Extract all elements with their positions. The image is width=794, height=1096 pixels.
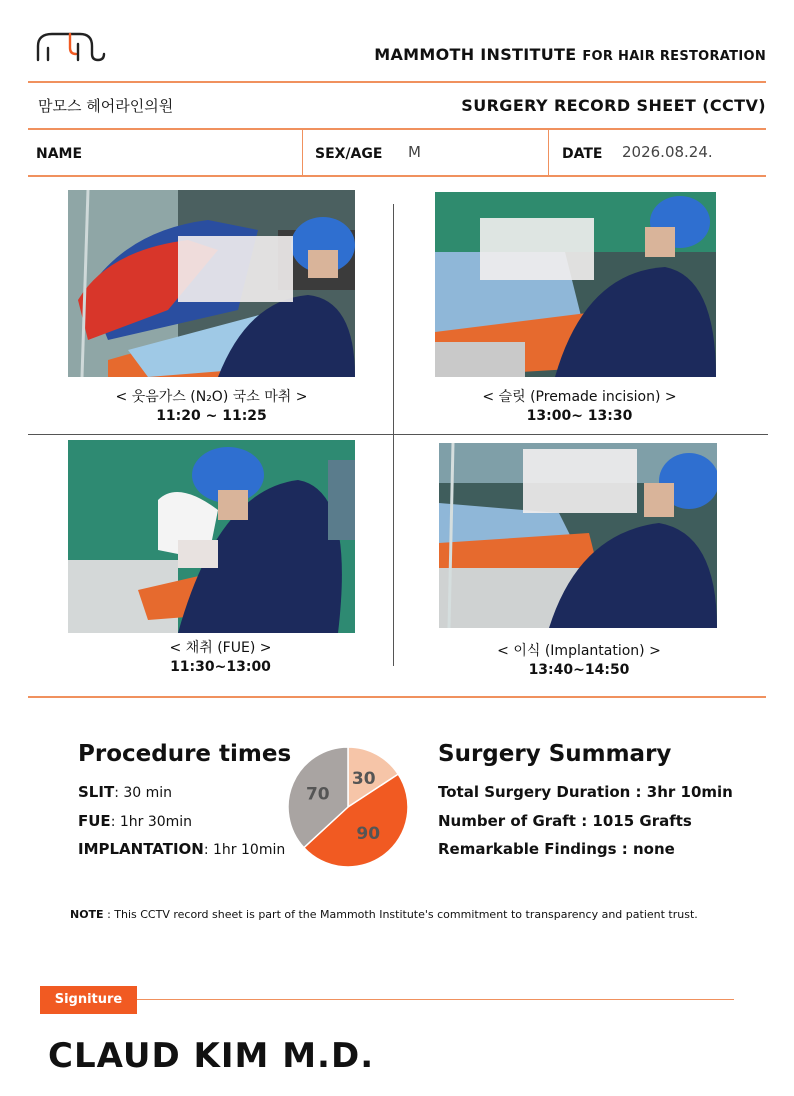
patient-row-separator [548, 129, 549, 175]
signature-line [137, 999, 734, 1000]
procedure-label: IMPLANTATION [78, 840, 204, 858]
pie-label-slit: 30 [351, 768, 376, 789]
summary-row-duration: Total Surgery Duration : 3hr 10min [438, 783, 733, 801]
date-label: DATE [562, 146, 603, 162]
caption-time: 13:40~14:50 [528, 662, 630, 678]
procedure-title: Procedure times [78, 741, 292, 767]
grid-horizontal-divider [28, 434, 768, 435]
pie-label-implantation: 70 [305, 784, 330, 805]
name-label: NAME [36, 146, 83, 162]
caption-title: < 슬릿 (Premade incision) > [482, 389, 677, 405]
caption-title: < 채취 (FUE) > [169, 640, 272, 656]
sexage-value: M [408, 143, 421, 161]
brand-main: MAMMOTH INSTITUTE [374, 45, 577, 64]
patient-row-separator [302, 129, 303, 175]
sheet-title: SURGERY RECORD SHEET (CCTV) [461, 96, 766, 115]
cctv-photo-implantation [439, 443, 717, 628]
note-label: NOTE [70, 908, 104, 921]
signature-badge: Signiture [40, 986, 137, 1014]
cctv-photo-anesthesia [68, 190, 355, 377]
sexage-label: SEX/AGE [315, 146, 383, 162]
pie-label-fue: 90 [356, 824, 381, 845]
caption-time: 11:20 ~ 11:25 [156, 408, 267, 424]
doctor-name: CLAUD KIM M.D. [48, 1036, 375, 1076]
brand-name [374, 45, 766, 64]
patient-divider [28, 175, 766, 177]
grid-bottom-divider [28, 696, 766, 698]
procedure-label: FUE [78, 812, 111, 830]
cctv-photo-slit [435, 192, 716, 377]
summary-row-findings: Remarkable Findings : none [438, 840, 675, 858]
summary-row-grafts: Number of Graft : 1015 Grafts [438, 812, 692, 830]
procedure-pie-chart [286, 745, 410, 869]
header-divider [28, 128, 766, 130]
caption-time: 11:30~13:00 [170, 659, 271, 675]
caption-title: < 웃음가스 (N₂O) 국소 마취 > [115, 389, 308, 405]
procedure-row-fue [78, 812, 192, 830]
procedure-value: : 30 min [114, 785, 173, 801]
photo-caption [68, 639, 373, 677]
note-text: : This CCTV record sheet is part of the Mammoth Institute's commitment to transparency and patient trust. [103, 908, 698, 921]
procedure-row-slit [78, 783, 172, 801]
brand-sub: FOR HAIR RESTORATION [582, 49, 766, 64]
procedure-row-implantation [78, 840, 285, 858]
photo-caption [68, 388, 355, 426]
clinic-name-ko: 맘모스 헤어라인의원 [38, 97, 174, 115]
grid-vertical-divider [393, 204, 394, 666]
caption-title: < 이식 (Implantation) > [497, 643, 661, 659]
procedure-value: : 1hr 30min [110, 814, 193, 830]
procedure-label: SLIT [78, 783, 115, 801]
mammoth-logo-icon [36, 28, 108, 64]
summary-title: Surgery Summary [438, 741, 672, 767]
cctv-photo-fue [68, 440, 355, 633]
note [70, 908, 698, 921]
photo-caption [439, 642, 719, 680]
caption-time: 13:00~ 13:30 [526, 408, 633, 424]
date-value: 2026.08.24. [622, 143, 713, 161]
top-divider [28, 81, 766, 83]
photo-caption [435, 388, 724, 426]
procedure-value: : 1hr 10min [203, 842, 286, 858]
